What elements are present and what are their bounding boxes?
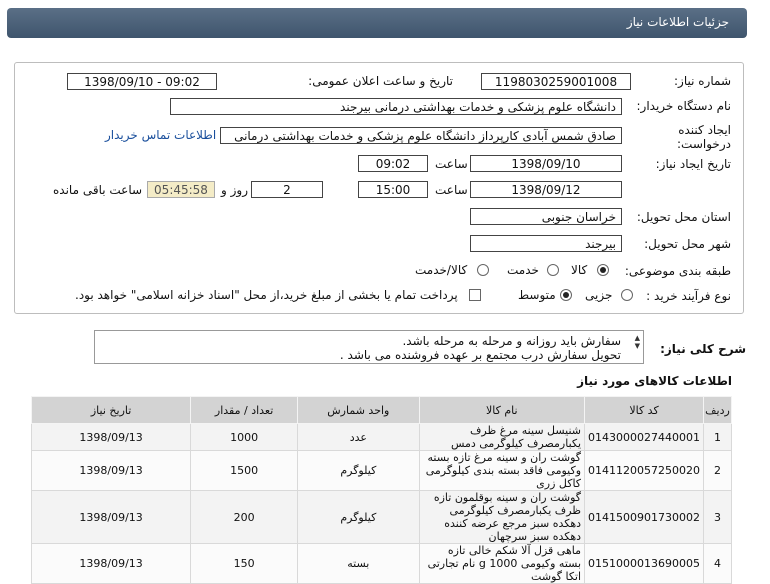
goods-qty: 1500	[191, 451, 298, 491]
treasury-payment-checkbox[interactable]	[469, 289, 481, 301]
process-minor-radio[interactable]	[621, 289, 633, 301]
category-service-label: خدمت	[507, 263, 539, 277]
city-field[interactable]: بیرجند	[470, 235, 622, 252]
category-label: طبقه بندی موضوعی:	[624, 264, 731, 278]
creator-field[interactable]: صادق شمس آبادی کارپرداز دانشگاه علوم پزشکی و خدمات بهداشتی درمانی	[220, 127, 622, 144]
validity-date-field[interactable]: 1398/09/12	[470, 181, 622, 198]
goods-name: شنیسل سینه مرغ ظرف یکبارمصرف کیلوگرمی دمس	[419, 424, 584, 451]
process-medium-label: متوسط	[518, 288, 556, 302]
description-line-1: سفارش باید روزانه و مرحله به مرحله باشد.	[402, 334, 621, 348]
days-label: روز و	[221, 183, 248, 197]
table-row[interactable]	[32, 451, 732, 491]
column-header: نام کالا	[419, 397, 584, 424]
category-goods-label: کالا	[571, 263, 588, 277]
goods-unit: بسته	[298, 544, 420, 584]
category-goods-radio[interactable]	[597, 264, 609, 276]
column-header: ردیف	[704, 397, 732, 424]
process-medium-radio[interactable]	[560, 289, 572, 301]
goods-qty: 200	[191, 491, 298, 544]
description-box[interactable]	[94, 330, 644, 364]
goods-unit: عدد	[298, 424, 420, 451]
created-date-label: تاریخ ایجاد نیاز:	[655, 157, 731, 171]
goods-qty: 150	[191, 544, 298, 584]
province-label: استان محل تحویل:	[636, 210, 731, 224]
column-header: کد کالا	[585, 397, 704, 424]
need-details-panel	[14, 62, 744, 314]
goods-unit: کیلوگرم	[298, 451, 420, 491]
goods-table	[31, 396, 732, 584]
row-index: 1	[704, 424, 732, 451]
page-header	[7, 8, 747, 38]
column-header: تاریخ نیاز	[32, 397, 191, 424]
table-row[interactable]	[32, 491, 732, 544]
category-service-radio[interactable]	[547, 264, 559, 276]
row-index: 2	[704, 451, 732, 491]
column-header: واحد شمارش	[298, 397, 420, 424]
goods-unit: کیلوگرم	[298, 491, 420, 544]
goods-name: ماهی قزل آلا شکم خالی تازه بسته وکیومی 1000 g نام تجارتی اتکا گوشت	[419, 544, 584, 584]
creator-label: ایجاد کننده درخواست:	[677, 123, 731, 151]
column-header: تعداد / مقدار	[191, 397, 298, 424]
buyer-contact-link[interactable]: اطلاعات تماس خریدار	[105, 128, 217, 142]
goods-qty: 1000	[191, 424, 298, 451]
goods-code: 0151000013690005	[585, 544, 704, 584]
category-goods-service-radio[interactable]	[477, 264, 489, 276]
validity-time-label: ساعت	[435, 183, 468, 197]
goods-date: 1398/09/13	[32, 544, 191, 584]
scroll-arrows-icon[interactable]: ▲ ▼	[634, 334, 640, 350]
city-label: شهر محل تحویل:	[644, 237, 731, 251]
buyer-label: نام دستگاه خریدار:	[636, 99, 731, 113]
province-field[interactable]: خراسان جنوبی	[470, 208, 622, 225]
goods-table-header	[32, 397, 732, 424]
description-line-2: تحویل سفارش درب مجتمع بر عهده فروشنده می باشد .	[339, 348, 621, 362]
row-index: 4	[704, 544, 732, 584]
goods-date: 1398/09/13	[32, 451, 191, 491]
announce-label: تاریخ و ساعت اعلان عمومی:	[308, 74, 453, 88]
goods-name: گوشت ران و سینه مرغ تازه بسته وکیومی فاقد بسته بندی کیلوگرمی کاکل زری	[419, 451, 584, 491]
goods-section-title: اطلاعات کالاهای مورد نیاز	[577, 374, 732, 388]
remaining-time-label: ساعت باقی مانده	[53, 183, 143, 197]
goods-date: 1398/09/13	[32, 424, 191, 451]
need-number-field[interactable]: 1198030259001008	[481, 73, 631, 90]
goods-code: 0143000027440001	[585, 424, 704, 451]
goods-code: 0141500901730002	[585, 491, 704, 544]
goods-date: 1398/09/13	[32, 491, 191, 544]
created-date-field[interactable]: 1398/09/10	[470, 155, 622, 172]
need-number-label: شماره نیاز:	[674, 74, 731, 88]
treasury-payment-note: پرداخت تمام یا بخشی از مبلغ خرید،از محل "اسناد خزانه اسلامی" خواهد بود.	[75, 288, 458, 302]
page-title: جزئیات اطلاعات نیاز	[626, 15, 729, 29]
description-label: شرح کلی نیاز:	[660, 342, 746, 356]
process-label: نوع فرآیند خرید :	[646, 289, 731, 303]
row-index: 3	[704, 491, 732, 544]
goods-name: گوشت ران و سینه بوقلمون تازه ظرف یکبارمصرف کیلوگرمی دهکده سبز مرجع عرضه کننده دهکده سبز سرچهان	[419, 491, 584, 544]
category-goods-service-label: کالا/خدمت	[415, 263, 468, 277]
table-row[interactable]	[32, 544, 732, 584]
days-field[interactable]: 2	[251, 181, 323, 198]
buyer-field[interactable]: دانشگاه علوم پزشکی و خدمات بهداشتی درمانی بیرجند	[170, 98, 622, 115]
validity-time-field[interactable]: 15:00	[358, 181, 428, 198]
created-time-field[interactable]: 09:02	[358, 155, 428, 172]
goods-code: 0141120057250020	[585, 451, 704, 491]
created-time-label: ساعت	[435, 157, 468, 171]
table-row[interactable]	[32, 424, 732, 451]
announce-datetime-field[interactable]: 1398/09/10 - 09:02	[67, 73, 217, 90]
process-minor-label: جزیی	[585, 288, 613, 302]
remaining-time-field: 05:45:58	[147, 181, 215, 198]
